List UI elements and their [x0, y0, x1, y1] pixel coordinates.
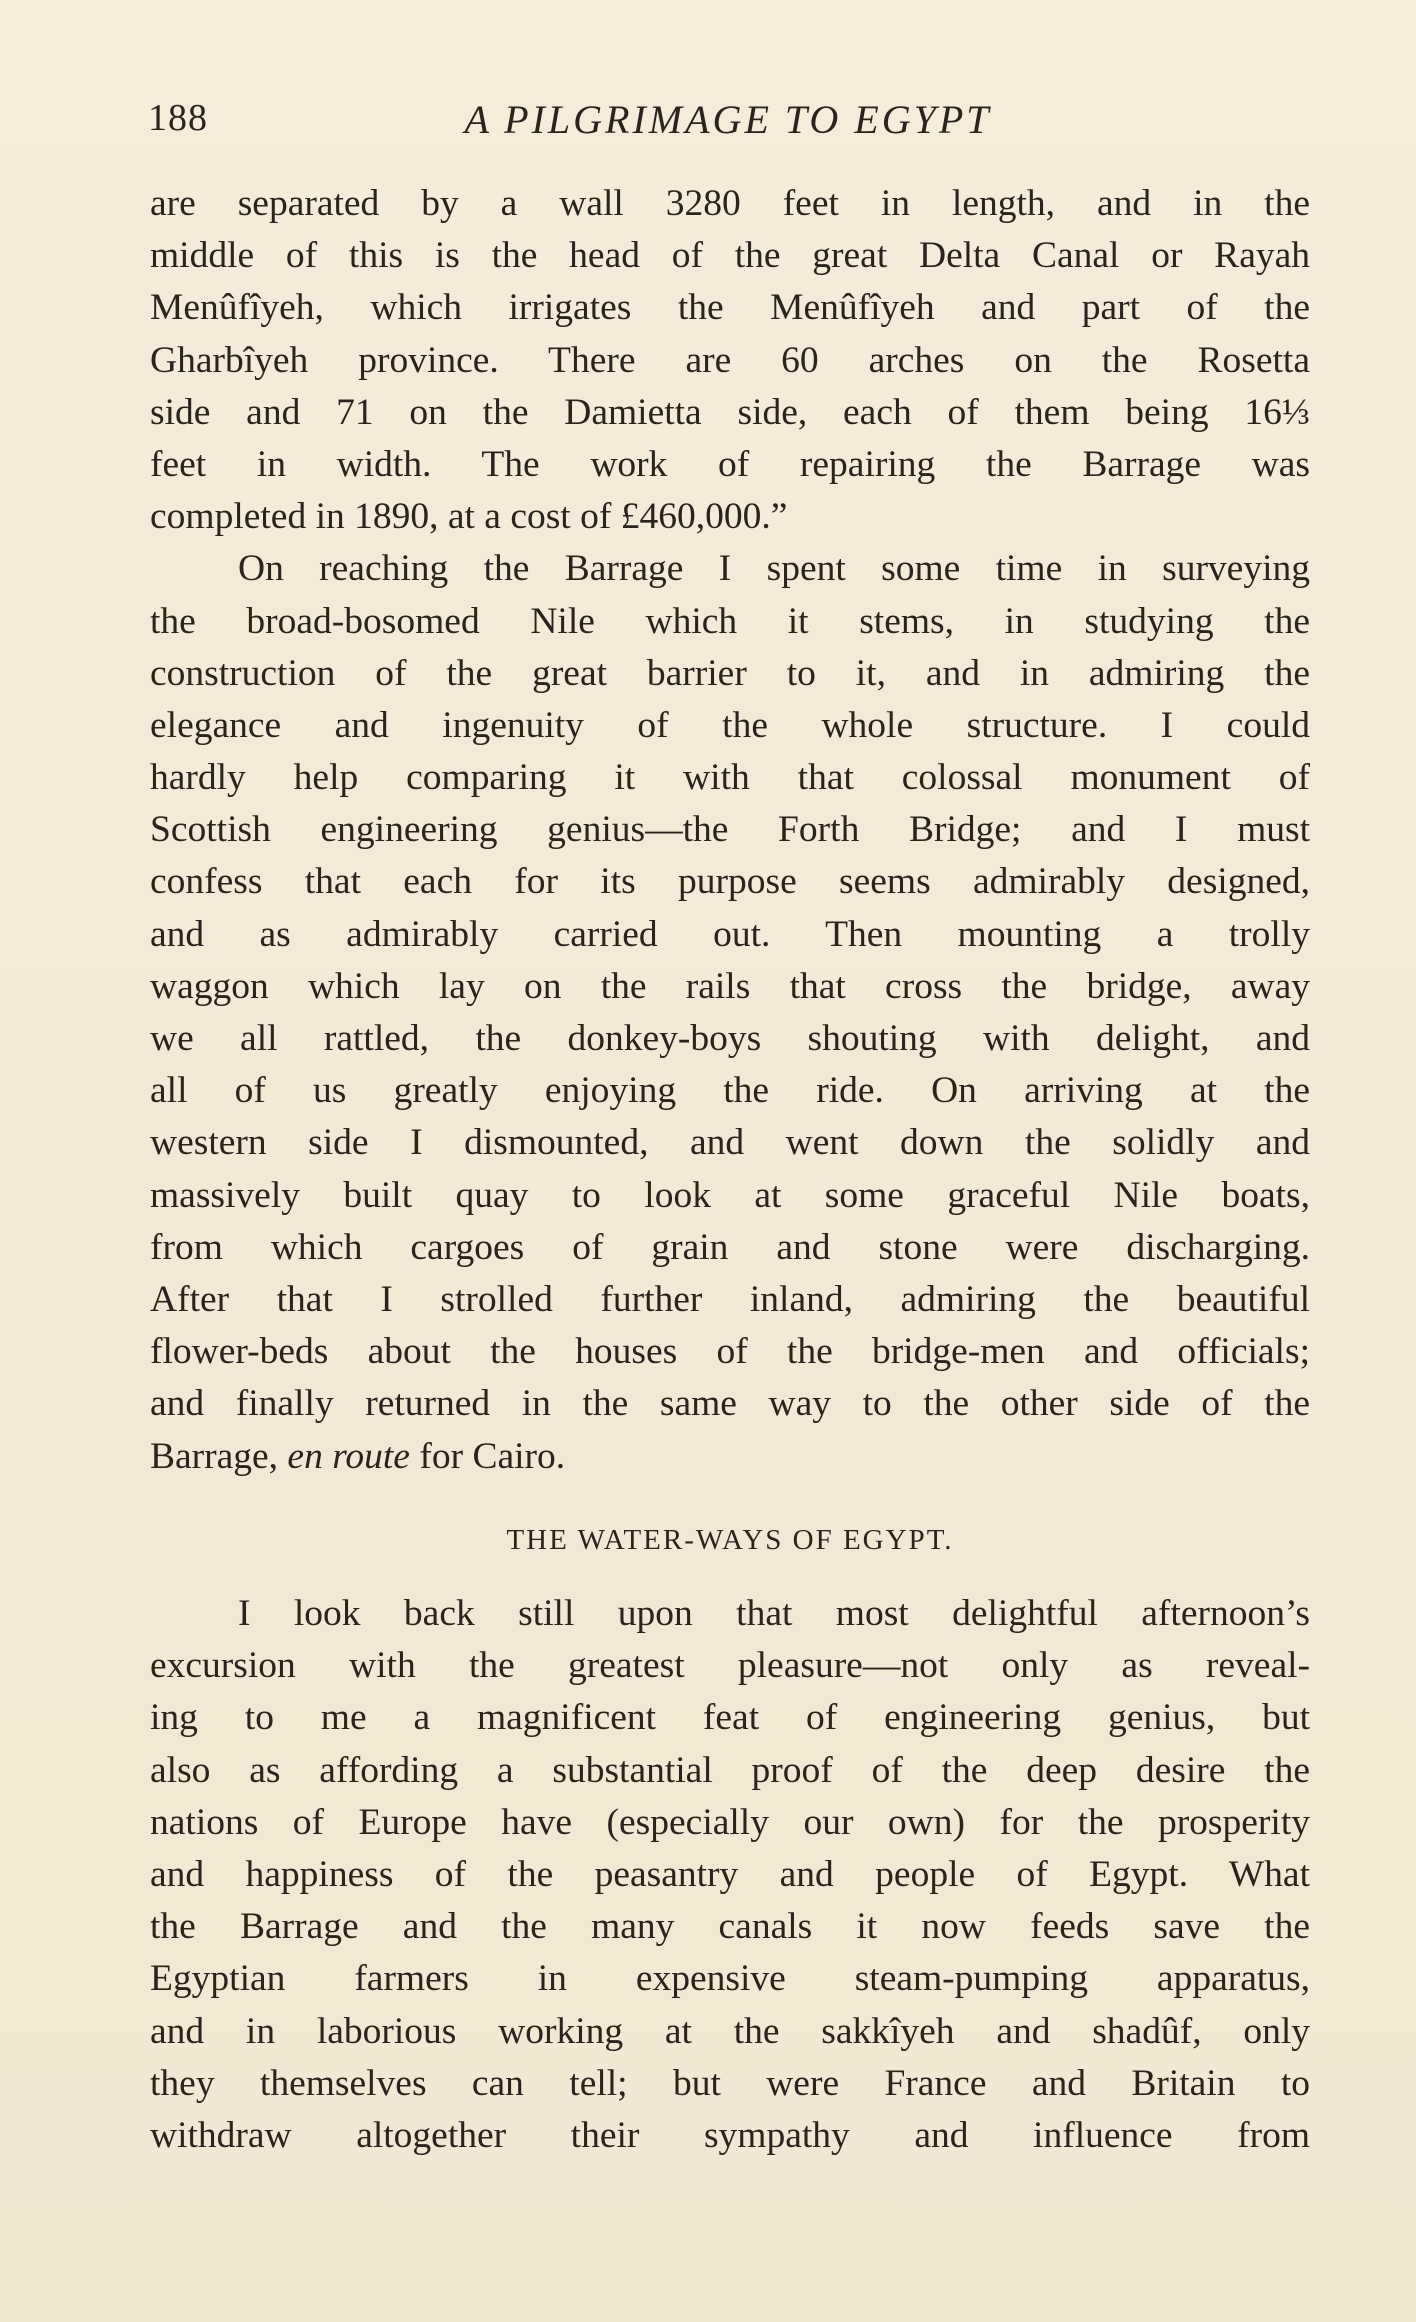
text-line: I look back still upon that most delightful afternoon’s [238, 1593, 1310, 1634]
text-line: massively built quay to look at some graceful Nile boats, [150, 1174, 1310, 1216]
text-line: feet in width. The work of repairing the Barrage was [150, 443, 1310, 485]
text-line: hardly help comparing it with that colossal monument of [150, 757, 1310, 799]
text-line: we all rattled, the donkey-boys shouting with delight, and [150, 1018, 1310, 1059]
text-line: they themselves can tell; but were France and Britain to [150, 2062, 1310, 2104]
text-line: and finally returned in the same way to the other side of the [150, 1383, 1310, 1425]
text-line: completed in 1890, at a cost of £460,000.” [150, 496, 788, 538]
text-line: and in laborious working at the sakkîyeh and shadûf, only [150, 2010, 1310, 2052]
text-line: withdraw altogether their sympathy and influence from [150, 2114, 1310, 2156]
page-number: 188 [148, 97, 208, 139]
text-line: all of us greatly enjoying the ride. On arriving at the [150, 1070, 1310, 1112]
text-segment: for Cairo. [409, 1435, 566, 1477]
text-line: and happiness of the peasantry and people of Egypt. What [150, 1853, 1310, 1895]
text-line: the broad-bosomed Nile which it stems, in studying the [150, 600, 1310, 642]
text-line: side and 71 on the Damietta side, each of them being 16⅓ [150, 391, 1310, 433]
text-line: and as admirably carried out. Then mounting a trolly [150, 913, 1310, 955]
text-line: nations of Europe have (especially our own) for the prosperity [150, 1801, 1310, 1843]
text-line: After that I strolled further inland, admiring the beautiful [150, 1278, 1310, 1320]
text-line: the Barrage and the many canals it now feeds save the [150, 1906, 1310, 1948]
running-head [148, 96, 1308, 156]
section-text [150, 1588, 1310, 2162]
text-line: Menûfîyeh, which irrigates the Menûfîyeh and part of the [150, 287, 1310, 329]
text-segment: Barrage, [150, 1435, 288, 1477]
text-line: construction of the great barrier to it, and in admiring the [150, 652, 1310, 694]
text-line: confess that each for its purpose seems admirably designed, [150, 861, 1310, 903]
text-line: Egyptian farmers in expensive steam-pumping apparatus, [150, 1958, 1310, 2000]
text-line: On reaching the Barrage I spent some time in surveying [238, 548, 1310, 590]
text-line: Gharbîyeh province. There are 60 arches on the Rosetta [150, 339, 1310, 381]
text-line: middle of this is the head of the great Delta Canal or Rayah [150, 235, 1310, 277]
section-heading: THE WATER-WAYS OF EGYPT. [506, 1524, 954, 1556]
text-line: flower-beds about the houses of the bridge-men and officials; [150, 1331, 1310, 1373]
text-line: elegance and ingenuity of the whole structure. I could [150, 704, 1310, 746]
text-line: waggon which lay on the rails that cross the bridge, away [150, 965, 1310, 1007]
text-line: western side I dismounted, and went down the solidly and [150, 1122, 1310, 1164]
text-line: from which cargoes of grain and stone were discharging. [150, 1226, 1310, 1268]
main-text [150, 178, 1310, 1483]
running-title: A PILGRIMAGE TO EGYPT [464, 97, 992, 142]
text-line: also as affording a substantial proof of the deep desire the [150, 1749, 1310, 1791]
text-line: Scottish engineering genius—the Forth Bridge; and I must [150, 809, 1310, 851]
italic-phrase: en route [287, 1435, 410, 1477]
text-line: ing to me a magnificent feat of engineering genius, but [150, 1697, 1310, 1739]
text-line: excursion with the greatest pleasure—not only as reveal- [150, 1645, 1310, 1687]
text-line: are separated by a wall 3280 feet in length, and in the [150, 183, 1310, 224]
text-line [150, 1431, 1310, 1483]
